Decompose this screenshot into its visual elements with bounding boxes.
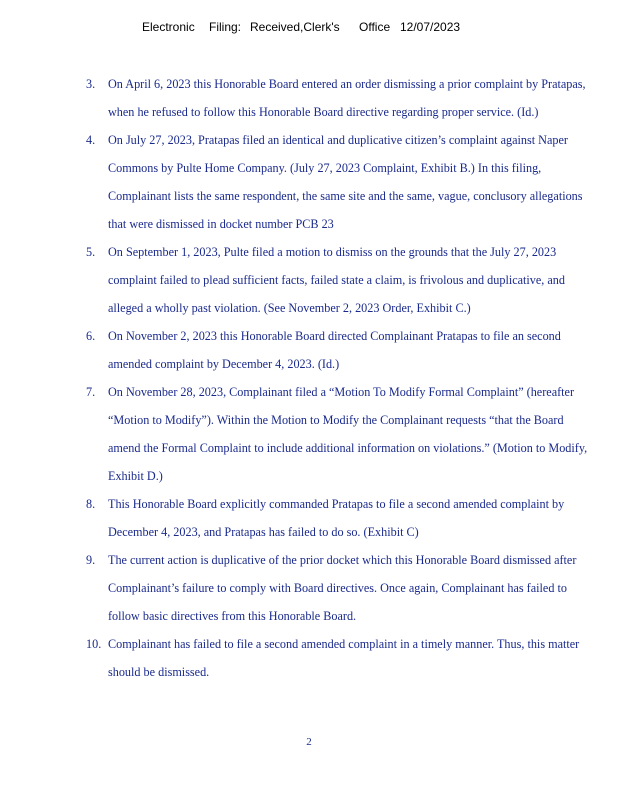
paragraph-number: 3. xyxy=(86,77,96,91)
paragraph-7 xyxy=(86,378,596,490)
paragraph-10 xyxy=(86,630,596,686)
paragraph-text: On November 2, 2023 this Honorable Board directed Complainant Pratapas to file an second amended complaint by December 4, 2023. (Id.) xyxy=(108,329,561,371)
paragraph-number: 6. xyxy=(86,329,96,343)
header-filing: Filing: xyxy=(209,20,242,34)
paragraph-text: On November 28, 2023, Complainant filed a “Motion To Modify Formal Complaint” (hereafter “Motion to Modify”). Within the Motion to Modify the Complainant requests “that the Board amend the Formal Complaint to include additional information on violations.” (Motion to Modify, Exhibit D.) xyxy=(108,385,588,483)
paragraph-text: The current action is duplicative of the prior docket which this Honorable Board dismissed after Complainant’s failure to comply with Board directives. Once again, Complainant has failed to follow basic directives from this Honorable Board. xyxy=(108,553,577,623)
paragraph-number: 8. xyxy=(86,497,96,511)
paragraph-text: This Honorable Board explicitly commanded Pratapas to file a second amended complaint by December 4, 2023, and Pratapas has failed to do so. (Exhibit C) xyxy=(108,497,565,539)
header-received: Received,Clerk's xyxy=(250,20,340,34)
paragraph-text: On April 6, 2023 this Honorable Board entered an order dismissing a prior complaint by Pratapas, when he refused to follow this Honorable Board directive regarding proper service. (Id.) xyxy=(108,77,586,119)
paragraph-4 xyxy=(86,126,596,238)
paragraph-9 xyxy=(86,546,596,630)
paragraph-text: Complainant has failed to file a second amended complaint in a timely manner. Thus, this matter should be dismissed. xyxy=(108,637,580,679)
paragraph-text: On September 1, 2023, Pulte filed a motion to dismiss on the grounds that the July 27, 2023 complaint failed to plead sufficient facts, failed state a claim, is frivolous and duplicative, and alleged a wholly past violation. (See November 2, 2023 Order, Exhibit C.) xyxy=(108,245,565,315)
header-date: 12/07/2023 xyxy=(400,20,461,34)
paragraph-number: 9. xyxy=(86,553,96,567)
paragraph-5 xyxy=(86,238,596,322)
paragraph-3 xyxy=(86,70,596,126)
paragraph-number: 5. xyxy=(86,245,96,259)
paragraph-6 xyxy=(86,322,596,378)
paragraph-8 xyxy=(86,490,596,546)
numbered-paragraphs xyxy=(86,70,596,686)
paragraph-number: 10. xyxy=(86,637,102,651)
page-number: 2 xyxy=(306,736,312,748)
paragraph-number: 7. xyxy=(86,385,96,399)
header-office: Office xyxy=(359,20,391,34)
paragraph-text: On July 27, 2023, Pratapas filed an identical and duplicative citizen’s complaint against Naper Commons by Pulte Home Company. (July 27, 2023 Complaint, Exhibit B.) In this filing, Complainant lists the same respondent, the same site and the same, vague, conclusory allegations that were dismissed in docket number PCB 23 xyxy=(108,133,583,231)
paragraph-number: 4. xyxy=(86,133,96,147)
header-electronic: Electronic xyxy=(142,20,195,34)
